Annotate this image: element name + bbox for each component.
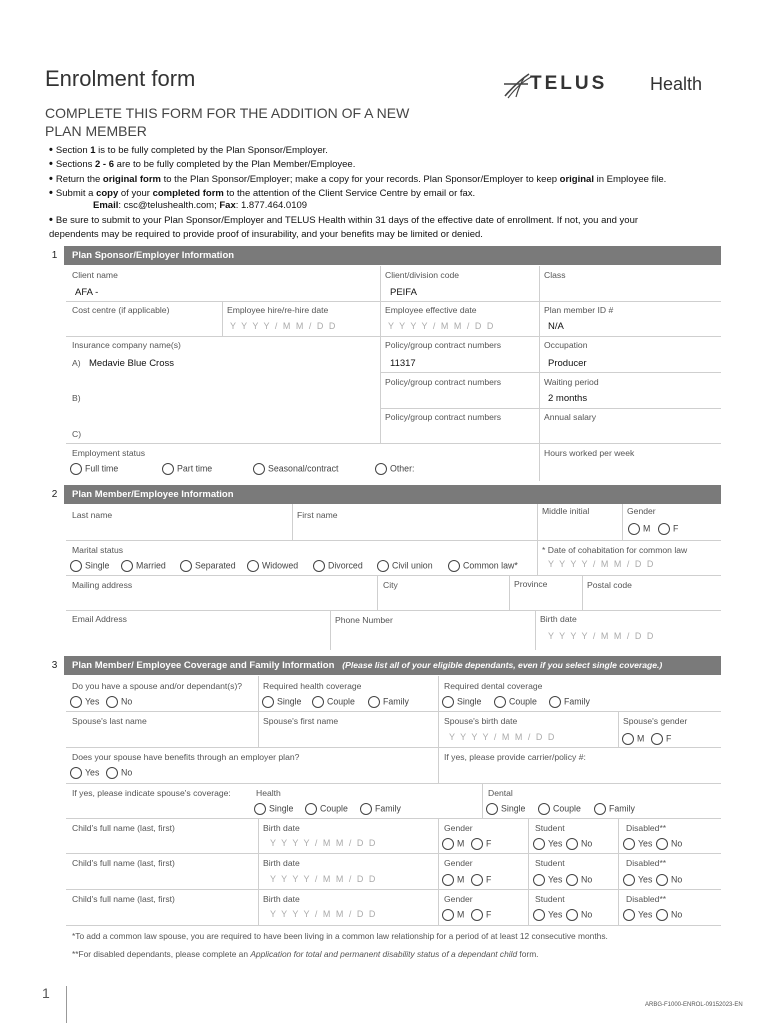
dependants-no-radio[interactable]: No xyxy=(106,696,132,708)
emp-other-radio[interactable]: Other: xyxy=(375,463,414,475)
spouse-benefits-question: Does your spouse have benefits through an employer plan? xyxy=(72,752,300,762)
marital-divorced-radio[interactable]: Divorced xyxy=(313,560,363,572)
spouse-gender-label: Spouse's gender xyxy=(623,716,688,726)
child-2-name-label: Child's full name (last, first) xyxy=(72,858,175,868)
child-1-student-yes-radio[interactable]: Yes xyxy=(533,838,562,850)
telus-logo-icon xyxy=(502,70,532,100)
child-3-student-yes-radio[interactable]: Yes xyxy=(533,909,562,921)
hours-per-week-label: Hours worked per week xyxy=(544,448,635,458)
form-code: ARBG-F1000-ENROL-09152023-EN xyxy=(645,1002,743,1008)
spouse-health-single-radio[interactable]: Single xyxy=(254,803,293,815)
client-name-field[interactable]: AFA - xyxy=(75,287,99,298)
section-3-title: Plan Member/ Employee Coverage and Family Information (Please list all of your eligible dependants, even if you select single coverage.) xyxy=(72,660,663,671)
page-number: 1 xyxy=(42,985,50,1001)
phone-number-label: Phone Number xyxy=(335,615,393,625)
child-3-gender-f-radio[interactable]: F xyxy=(471,909,491,921)
spouse-birth-date-label: Spouse's birth date xyxy=(444,716,518,726)
instruction-1: • Section 1 is to be fully completed by the Plan Sponsor/Employer. xyxy=(49,144,328,156)
disability-application-link[interactable]: Application for total and permanent disability status of a dependant child xyxy=(250,949,518,959)
policy-a-label: Policy/group contract numbers xyxy=(385,340,502,350)
dental-single-radio[interactable]: Single xyxy=(442,696,481,708)
instruction-5: • Be sure to submit to your Plan Sponsor/Employer and TELUS Health within 31 days of the effective date of enrollment. If not, you and your xyxy=(49,214,639,226)
dependants-yes-radio[interactable]: Yes xyxy=(70,696,99,708)
child-1-birth-field[interactable]: Y Y Y Y / M M / D D xyxy=(270,838,377,848)
marital-separated-radio[interactable]: Separated xyxy=(180,560,236,572)
spouse-coverage-label: If yes, please indicate spouse's coverage: xyxy=(72,788,231,798)
emp-parttime-radio[interactable]: Part time xyxy=(162,463,212,475)
birth-date-label: Birth date xyxy=(540,614,577,624)
child-2-disabled-no-radio[interactable]: No xyxy=(656,874,682,886)
spouse-last-name-label: Spouse's last name xyxy=(72,716,147,726)
contact-line: Email: csc@telushealth.com; Fax: 1.877.464.0109 xyxy=(93,200,308,211)
form-subtitle xyxy=(45,104,425,140)
child-3-gender-m-radio[interactable]: M xyxy=(442,909,464,921)
class-label: Class xyxy=(544,270,566,280)
child-1-name-label: Child's full name (last, first) xyxy=(72,823,175,833)
health-single-radio[interactable]: Single xyxy=(262,696,301,708)
spouse-dental-couple-radio[interactable]: Couple xyxy=(538,803,581,815)
spouse-health-label: Health xyxy=(256,788,281,798)
effective-date-field[interactable]: Y Y Y Y / M M / D D xyxy=(388,321,495,331)
page-title: Enrolment form xyxy=(45,66,196,91)
child-3-birth-field[interactable]: Y Y Y Y / M M / D D xyxy=(270,909,377,919)
child-3-disabled-no-radio[interactable]: No xyxy=(656,909,682,921)
child-3-name-label: Child's full name (last, first) xyxy=(72,894,175,904)
brand-suffix: Health xyxy=(650,74,703,94)
child-3-disabled-label: Disabled** xyxy=(626,894,667,904)
first-name-label: First name xyxy=(297,510,338,520)
plan-member-id-label: Plan member ID # xyxy=(544,305,614,315)
insurer-a-field[interactable]: Medavie Blue Cross xyxy=(89,358,175,369)
spouse-benefits-yes-radio[interactable]: Yes xyxy=(70,767,99,779)
instruction-3: • Return the original form to the Plan Sponsor/Employer; make a copy for your records. Plan Sponsor/Employer to keep original in Employee file. xyxy=(49,173,667,185)
employment-status-label: Employment status xyxy=(72,448,146,458)
policy-b-label: Policy/group contract numbers xyxy=(385,377,502,387)
insurer-c-letter: C) xyxy=(72,429,82,439)
cost-centre-label: Cost centre (if applicable) xyxy=(72,305,170,315)
cohabitation-date-field[interactable]: Y Y Y Y / M M / D D xyxy=(548,559,655,569)
footnote-common-law: *To add a common law spouse, you are required to have been living in a common law relationship for a period of at least 12 consecutive months. xyxy=(72,931,608,941)
spouse-health-couple-radio[interactable]: Couple xyxy=(305,803,348,815)
waiting-period-field[interactable]: 2 months xyxy=(548,393,588,404)
marital-civil-union-radio[interactable]: Civil union xyxy=(377,560,433,572)
health-couple-radio[interactable]: Couple xyxy=(312,696,355,708)
child-2-student-yes-radio[interactable]: Yes xyxy=(533,874,562,886)
marital-widowed-radio[interactable]: Widowed xyxy=(247,560,298,572)
instruction-6: dependents may be required to provide proof of insurability, and your benefits may be limited or denied. xyxy=(49,229,483,240)
spouse-dental-family-radio[interactable]: Family xyxy=(594,803,635,815)
child-2-disabled-yes-radio[interactable]: Yes xyxy=(623,874,652,886)
spouse-gender-m-radio[interactable]: M xyxy=(622,733,644,745)
child-2-birth-label: Birth date xyxy=(263,858,300,868)
gender-f-radio[interactable]: F xyxy=(658,523,678,535)
health-coverage-label: Required health coverage xyxy=(263,681,362,691)
gender-m-radio[interactable]: M xyxy=(628,523,650,535)
spouse-health-family-radio[interactable]: Family xyxy=(360,803,401,815)
section-1-number: 1 xyxy=(45,246,65,265)
city-label: City xyxy=(383,580,398,590)
child-2-gender-label: Gender xyxy=(444,858,473,868)
dental-coverage-label: Required dental coverage xyxy=(444,681,543,691)
child-1-disabled-yes-radio[interactable]: Yes xyxy=(623,838,652,850)
insurance-company-label: Insurance company name(s) xyxy=(72,340,181,350)
dental-family-radio[interactable]: Family xyxy=(549,696,590,708)
child-2-student-label: Student xyxy=(535,858,565,868)
hire-date-label: Employee hire/re-hire date xyxy=(227,305,329,315)
emp-seasonal-radio[interactable]: Seasonal/contract xyxy=(253,463,338,475)
policy-c-label: Policy/group contract numbers xyxy=(385,412,502,422)
spouse-birth-date-field[interactable]: Y Y Y Y / M M / D D xyxy=(449,732,556,742)
subtitle-line-2: PLAN MEMBER xyxy=(45,123,147,139)
child-1-student-label: Student xyxy=(535,823,565,833)
email-address-label: Email Address xyxy=(72,614,127,624)
occupation-field[interactable]: Producer xyxy=(548,358,587,369)
child-1-disabled-no-radio[interactable]: No xyxy=(656,838,682,850)
subtitle-line-1: COMPLETE THIS FORM FOR THE ADDITION OF A NEW xyxy=(45,105,410,121)
page-divider xyxy=(66,986,67,1023)
division-code-field[interactable]: PEIFA xyxy=(390,287,417,298)
footnote-disabled: **For disabled dependants, please complete an Application for total and permanent disability status of a dependant child form. xyxy=(72,949,539,959)
province-label: Province xyxy=(514,579,548,589)
brand-wordmark: TELUS xyxy=(530,73,608,94)
spouse-benefits-no-radio[interactable]: No xyxy=(106,767,132,779)
child-1-gender-f-radio[interactable]: F xyxy=(471,838,491,850)
division-code-label: Client/division code xyxy=(385,270,460,280)
waiting-period-label: Waiting period xyxy=(544,377,599,387)
section-3-number: 3 xyxy=(45,656,65,675)
child-2-disabled-label: Disabled** xyxy=(626,858,667,868)
section-2-number: 2 xyxy=(45,485,65,504)
section-1-title: Plan Sponsor/Employer Information xyxy=(72,250,235,261)
instruction-4: • Submit a copy of your completed form to the attention of the Client Service Centre by email or fax. xyxy=(49,187,476,199)
child-3-birth-label: Birth date xyxy=(263,894,300,904)
spouse-first-name-label: Spouse's first name xyxy=(263,716,339,726)
child-1-birth-label: Birth date xyxy=(263,823,300,833)
marital-status-label: Marital status xyxy=(72,545,124,555)
emp-fulltime-radio[interactable]: Full time xyxy=(70,463,118,475)
child-1-disabled-label: Disabled** xyxy=(626,823,667,833)
child-1-student-no-radio[interactable]: No xyxy=(566,838,592,850)
spouse-gender-f-radio[interactable]: F xyxy=(651,733,671,745)
marital-married-radio[interactable]: Married xyxy=(121,560,166,572)
child-2-student-no-radio[interactable]: No xyxy=(566,874,592,886)
child-1-gender-m-radio[interactable]: M xyxy=(442,838,464,850)
marital-common-law-radio[interactable]: Common law* xyxy=(448,560,518,572)
email-link[interactable]: : csc@telushealth.com; xyxy=(118,200,220,211)
last-name-label: Last name xyxy=(72,510,113,520)
dental-couple-radio[interactable]: Couple xyxy=(494,696,537,708)
instruction-2: • Sections 2 - 6 are to be fully completed by the Plan Member/Employee. xyxy=(49,158,356,170)
annual-salary-label: Annual salary xyxy=(544,412,597,422)
insurer-a-letter: A) xyxy=(72,358,81,368)
policy-a-field[interactable]: 11317 xyxy=(390,358,416,369)
child-3-student-label: Student xyxy=(535,894,565,904)
birth-date-field[interactable]: Y Y Y Y / M M / D D xyxy=(548,631,655,641)
marital-single-radio[interactable]: Single xyxy=(70,560,109,572)
effective-date-label: Employee effective date xyxy=(385,305,477,315)
insurer-b-letter: B) xyxy=(72,393,81,403)
child-1-gender-label: Gender xyxy=(444,823,473,833)
plan-member-id-field[interactable]: N/A xyxy=(548,321,564,332)
child-3-gender-label: Gender xyxy=(444,894,473,904)
spouse-dependant-question: Do you have a spouse and/or dependant(s)? xyxy=(72,681,243,691)
spouse-dental-label: Dental xyxy=(488,788,513,798)
middle-initial-label: Middle initial xyxy=(542,506,590,516)
mailing-address-label: Mailing address xyxy=(72,580,133,590)
spouse-dental-single-radio[interactable]: Single xyxy=(486,803,525,815)
carrier-policy-label: If yes, please provide carrier/policy #: xyxy=(444,752,586,762)
cohabitation-label: * Date of cohabitation for common law xyxy=(542,545,688,555)
child-3-disabled-yes-radio[interactable]: Yes xyxy=(623,909,652,921)
section-2-title: Plan Member/Employee Information xyxy=(72,489,234,500)
occupation-label: Occupation xyxy=(544,340,588,350)
health-family-radio[interactable]: Family xyxy=(368,696,409,708)
child-2-gender-m-radio[interactable]: M xyxy=(442,874,464,886)
hire-date-field[interactable]: Y Y Y Y / M M / D D xyxy=(230,321,337,331)
child-2-gender-f-radio[interactable]: F xyxy=(471,874,491,886)
child-3-student-no-radio[interactable]: No xyxy=(566,909,592,921)
client-name-label: Client name xyxy=(72,270,118,280)
child-2-birth-field[interactable]: Y Y Y Y / M M / D D xyxy=(270,874,377,884)
postal-code-label: Postal code xyxy=(587,580,632,590)
gender-label: Gender xyxy=(627,506,656,516)
